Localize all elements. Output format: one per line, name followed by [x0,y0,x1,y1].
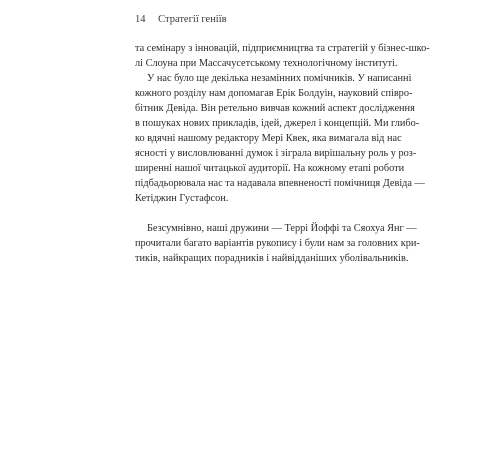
text-line: та семінару з інновацій, підприємництва та стратегій у бізнес-шко- [135,43,430,54]
text-line: ко вдячні нашому редактору Мері Квек, яка вимагала від нас [135,133,402,144]
text-line: кожного розділу нам допомагав Ерік Болдуін, науковий співро- [135,88,413,99]
text-line: прочитали багато варіантів рукопису і були нам за головних кри- [135,238,420,249]
paragraph-2 [135,71,425,206]
paragraph-3 [135,221,420,266]
text-line: лі Слоуна при Массачусетському технологічному інституті. [135,58,398,69]
text-line: підбадьорювала нас та надавала впевненості помічниця Девіда — [135,178,425,189]
text-line: ясності у висловлюванні думок і зіграла вирішальну роль у роз- [135,148,417,159]
body-text [135,41,430,266]
text-line: У нас було ще декілька незамінних помічників. У написанні [147,73,412,84]
text-line: Безсумнівно, наші дружини — Террі Йоффі та Сяохуа Янг — [147,223,417,234]
running-title: Стратегії геніїв [158,14,227,25]
text-line: в пошуках нових прикладів, ідей, джерел і концепцій. Ми глибо- [135,118,420,129]
paragraph-1 [135,41,430,71]
text-line: ширенні нашої читацької аудиторії. На кожному етапі роботи [135,163,405,174]
text-line: бітник Девіда. Він ретельно вивчав кожний аспект дослідження [135,103,415,114]
page-number: 14 [135,14,146,25]
running-header [135,14,227,25]
text-line: тиків, найкращих порадників і найвідданіших уболівальників. [135,253,409,264]
text-line: Кетіджин Густафсон. [135,193,229,204]
